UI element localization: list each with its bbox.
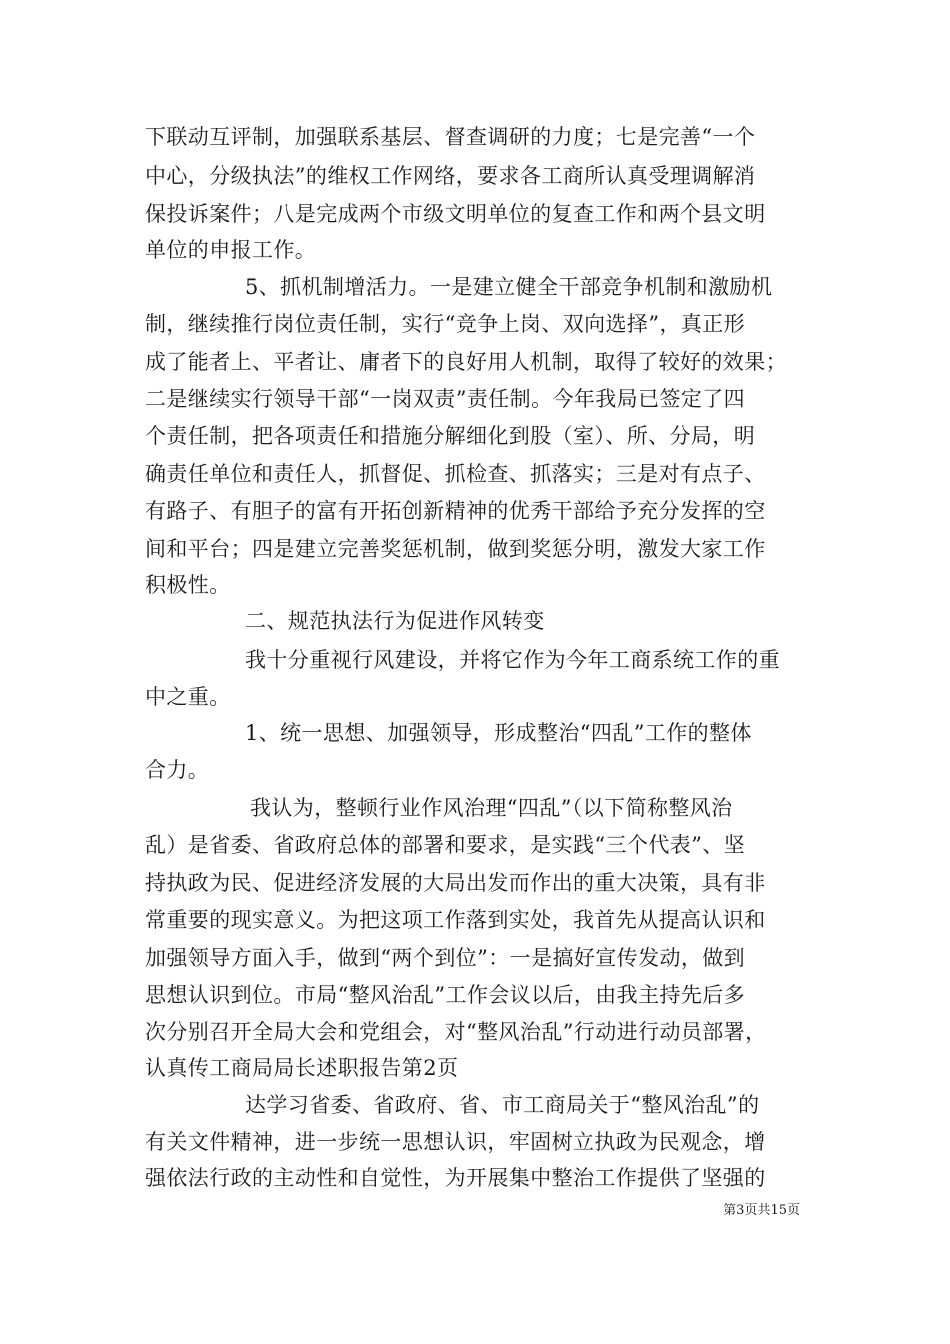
paragraph-start-line: 1、统一思想、加强领导，形成整治“四乱”工作的整体: [245, 721, 752, 745]
body-line: 加强领导方面入手，做到“两个到位”：一是搞好宣传发动，做到: [145, 946, 746, 970]
body-line: 制，继续推行岗位责任制，实行“竞争上岗、双向选择”，真正形: [145, 312, 746, 336]
body-line: 有关文件精神，进一步统一思想认识，牢固树立执政为民观念，增: [145, 1130, 766, 1154]
body-line: 合力。: [145, 758, 210, 782]
paragraph-start-line: 达学习省委、省政府、省、市工商局关于“整风治乱”的: [245, 1093, 760, 1117]
page-number-footer: 第3页共15页: [723, 1203, 800, 1218]
body-line: 常重要的现实意义。为把这项工作落到实处，我首先从提高认识和: [145, 908, 766, 932]
body-line: 强依法行政的主动性和自觉性，为开展集中整治工作提供了坚强的: [145, 1166, 766, 1190]
body-line: 持执政为民、促进经济发展的大局出发而作出的重大决策，具有非: [145, 871, 766, 895]
section-heading: 二、规范执法行为促进作风转变: [245, 609, 545, 633]
body-line: 单位的申报工作。: [145, 238, 317, 262]
body-line: 确责任单位和责任人，抓督促、抓检查、抓落实；三是对有点子、: [145, 462, 766, 486]
body-line: 次分别召开全局大会和党组会，对“整风治乱”行动进行动员部署，: [145, 1020, 767, 1044]
body-line: 乱）是省委、省政府总体的部署和要求，是实践“三个代表”、坚: [145, 833, 746, 857]
body-line: 思想认识到位。市局“整风治乱”工作会议以后，由我主持先后多: [145, 983, 746, 1007]
body-line: 二是继续实行领导干部“一岗双责”责任制。今年我局已签定了四: [145, 387, 746, 411]
body-line: 认真传工商局局长述职报告第2页: [145, 1056, 459, 1080]
body-line: 中之重。: [145, 685, 231, 709]
body-line: 中心，分级执法”的维权工作网络，要求各工商所认真受理调解消: [145, 164, 756, 188]
body-line: 积极性。: [145, 573, 231, 597]
body-line: 个责任制，把各项责任和措施分解细化到股（室）、所、分局，明: [145, 424, 756, 448]
body-line: 有路子、有胆子的富有开拓创新精神的优秀干部给予充分发挥的空: [145, 499, 766, 523]
paragraph-start-line: 我认为，整顿行业作风治理“四乱”（以下简称整风治: [250, 796, 733, 820]
body-line: 间和平台；四是建立完善奖惩机制，做到奖惩分明，激发大家工作: [145, 537, 766, 561]
body-line: 保投诉案件；八是完成两个市级文明单位的复查工作和两个县文明: [145, 202, 766, 226]
paragraph-start-line: 5、抓机制增活力。一是建立健全干部竞争机制和激励机: [245, 275, 773, 299]
body-line: 成了能者上、平者让、庸者下的良好用人机制，取得了较好的效果；: [145, 350, 787, 374]
paragraph-start-line: 我十分重视行风建设，并将它作为今年工商系统工作的重: [245, 648, 780, 672]
body-line: 下联动互评制，加强联系基层、督查调研的力度；七是完善“一个: [145, 125, 756, 149]
